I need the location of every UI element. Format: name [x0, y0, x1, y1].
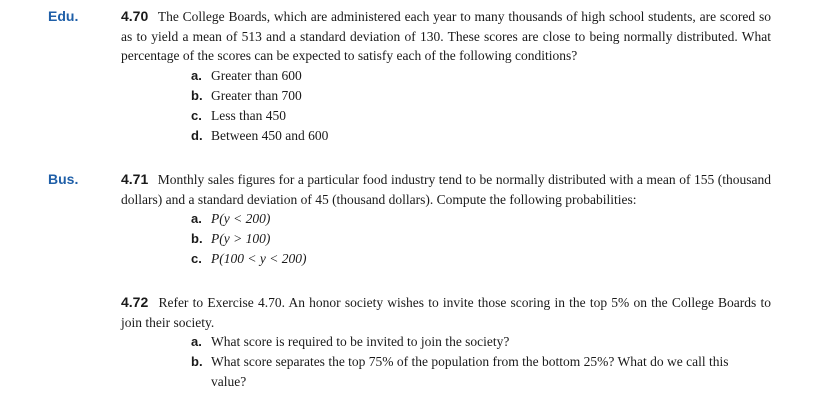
part-letter: b.: [191, 231, 203, 246]
part-letter: b.: [191, 354, 203, 369]
part-item: [191, 66, 771, 86]
exercise-prompt: [121, 7, 771, 66]
part-text: P(y < 200): [211, 211, 271, 226]
exercise-text: Monthly sales figures for a particular food industry tend to be normally distributed with a mean of 155 (thousand dollars) and a standard deviation of 45 (thousand dollars). Compute the following probabilities:: [121, 172, 772, 207]
part-letter: b.: [191, 87, 203, 103]
part-text: Greater than 700: [211, 87, 302, 103]
exercise-parts: [191, 66, 771, 146]
subject-tag-edu: Edu.: [48, 8, 79, 24]
part-item: [191, 332, 771, 352]
exercise-prompt: [121, 293, 771, 332]
part-text: What score separates the top 75% of the population from the bottom 25%? What do we call this value?: [211, 354, 729, 389]
part-text: What score is required to be invited to join the society?: [211, 334, 510, 349]
exercise-number: 4.70: [121, 8, 149, 24]
part-letter: a.: [191, 334, 202, 349]
exercise-4-70: [121, 7, 771, 146]
exercise-prompt: [121, 170, 771, 209]
exercise-number: 4.71: [121, 171, 149, 187]
part-item: [191, 106, 771, 126]
exercise-number: 4.72: [121, 294, 149, 310]
exercise-parts: [191, 332, 771, 392]
part-text: Between 450 and 600: [211, 127, 329, 143]
part-text: Less than 450: [211, 107, 286, 123]
part-item: [191, 126, 771, 146]
part-letter: c.: [191, 251, 202, 266]
part-item: [191, 249, 771, 269]
part-letter: c.: [191, 107, 202, 123]
part-letter: a.: [191, 67, 202, 83]
part-item: [191, 209, 771, 229]
part-text: P(100 < y < 200): [211, 251, 307, 266]
exercise-parts: [191, 209, 771, 269]
exercise-text: Refer to Exercise 4.70. An honor society wishes to invite those scoring in the top 5% on the College Boards to join their society.: [121, 295, 771, 330]
exercise-4-71: [121, 170, 771, 269]
exercise-4-72: [121, 293, 771, 392]
subject-tag-bus: Bus.: [48, 171, 79, 187]
part-item: [191, 352, 771, 392]
part-text: Greater than 600: [211, 67, 302, 83]
part-letter: a.: [191, 211, 202, 226]
exercise-text: The College Boards, which are administered each year to many thousands of high school students, are scored so as to yield a mean of 513 and a standard deviation of 130. These scores are close to being normally distributed. What percentage of the scores can be expected to satisfy each of the following conditions?: [121, 9, 771, 63]
part-item: [191, 229, 771, 249]
part-letter: d.: [191, 127, 203, 143]
part-text: P(y > 100): [211, 231, 271, 246]
part-item: [191, 86, 771, 106]
